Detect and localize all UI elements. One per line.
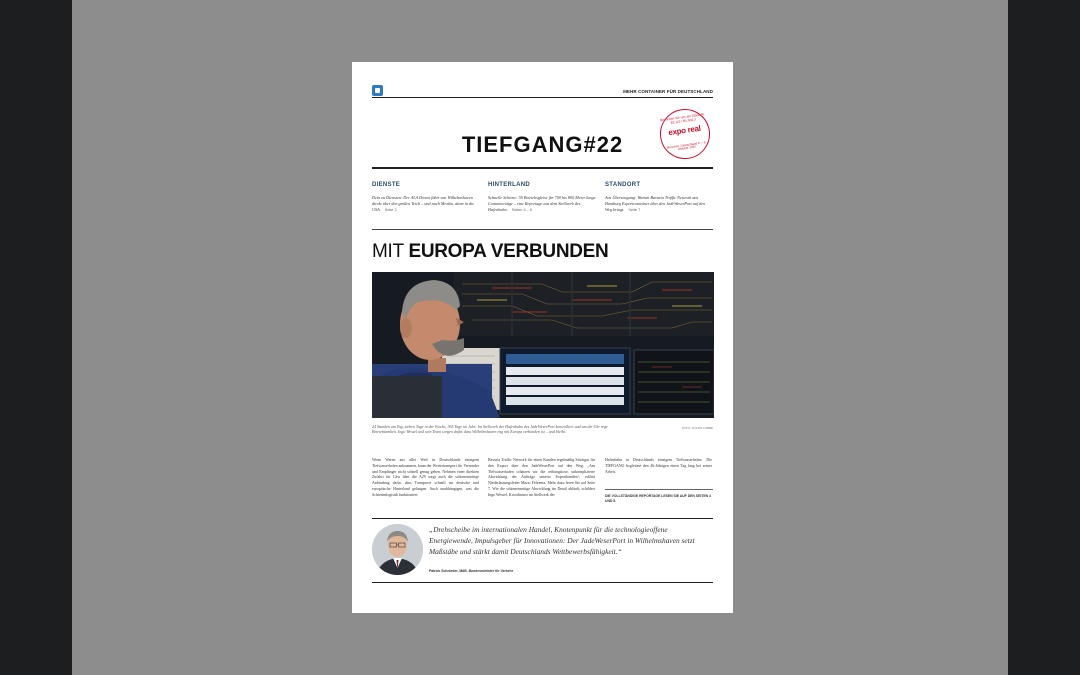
section-teaser-hinterland: Schnelle Schiene: 55 Betriebsgleise für 700 bis 800 Meter lange Containerzüge – eine Reportage aus dem Stellwerk des Hafenbahn. Seiten 4 – 6 — [488, 195, 596, 212]
section-heading-dienste: DIENSTE — [372, 182, 401, 188]
article-body-col-2: Bavaria Traffic Network für einen Kunden regelmäßig Stückgut für den Export über den JadeWeserPort auf den Weg. „Am Tiefwasserhafen schätzen wir die reibungslose, unkomplizierte Abwicklung der Aufträge unserer Exportkunden“, erklärt Niederlassungsleiter Mario Fehrentz. Mehr dazu lesen Sie auf Seite 7. Wie die schienenseitige Abwicklung im Detail abläuft, schildert Ingo Wessel, Koordinator im Stellwerk der — [488, 458, 595, 497]
sections-rule — [372, 229, 713, 230]
quote-top-rule — [372, 518, 713, 519]
pull-quote: „Drehscheibe im internationalen Handel, Knotenpunkt für die technologieoffene Energiewende, Impulsgeber für Innovationen: Der JadeWeserPort in Wilhelmshaven setzt Maßstäbe und stärkt damit Deutschlands Wettbewerbsfähigkeit.“ — [429, 525, 695, 556]
headline: MIT EUROPA VERBUNDEN — [372, 241, 609, 262]
article-body-col-3: Hafenbahn in Deutschlands einzigem Tiefwasserhafen. Die TIEFGANG begleitete den 46-Jährigen einen Tag lang bei seiner Arbeit. — [605, 458, 712, 474]
title-rule — [372, 167, 713, 169]
quote-bottom-rule — [372, 582, 713, 583]
section-heading-hinterland: HINTERLAND — [488, 182, 530, 188]
section-teaser-dienste: Dein zu Diensten: Der ALA Dienst führt von Wilhelmshaven direkt über den großen Teich – und nach Mexiko, dann in die USA. Seite 2 — [372, 195, 475, 212]
lead-photo-control-room — [372, 272, 714, 418]
newspaper-title: TIEFGANG#22 — [461, 132, 624, 157]
quote-portrait — [372, 524, 423, 575]
section-heading-standort: STANDORT — [605, 182, 641, 188]
more-link: DIE VOLLSTÄNDIGE REPORTAGE LESEN SIE AUF DEN SEITEN 4 UND 5. — [605, 494, 711, 503]
jadeweserport-logo-icon — [372, 85, 383, 96]
photo-caption: 24 Stunden am Tag, sieben Tage in der Woche, 365 Tage im Jahr: Im Stellwerk der Hafenbahn des JadeWeserPort kontrolliert und um die Uhr rege Betriebsamkeit. Ingo Wessel und sein Team sorgen dafür, dass Wilhelmshaven eng mit Europa verbunden ist – und bleibt. — [372, 424, 608, 435]
article-body-col-1: Wenn Waren aus aller Welt in Deutschlands einzigem Tiefwasserhafen ankommen, kann der Weitertransport für Versender und Empfänger nicht schnell genug gehen. Nehmen einer direkten Zufahrt für Lkw über die A29 sorgt auch die schienenseitige Anbindung dafür, dass Transporte schnell ins deutsche und europäische Hinterland gelangen. Auch unabhängigen, was die Schienenlogistik funktioniert. — [372, 458, 479, 497]
expo-real-stamp: Besuchen Sie uns am Stand Nr. B2.113 / B1.504.3 expo real München, Deutschland 6. – 8. Oktober 2025 — [657, 106, 713, 162]
section-teaser-standort: Aus Überzeugung: Warum Bavaria Traffic Network aus Hamburg Exportcontainer über den JadeWeserPort auf den Weg bringt. Seite 7 — [605, 195, 706, 212]
newspaper-page — [352, 62, 733, 613]
photo-credit: FOTO: JUSTIN LOBBE — [681, 426, 713, 430]
quote-author: Patrick Schnieder, MdB, Bundesminister für Verkehr — [429, 569, 514, 573]
header-rule — [372, 97, 713, 98]
more-rule — [605, 489, 713, 490]
tagline: MEHR CONTAINER FÜR DEUTSCHLAND — [623, 89, 713, 94]
